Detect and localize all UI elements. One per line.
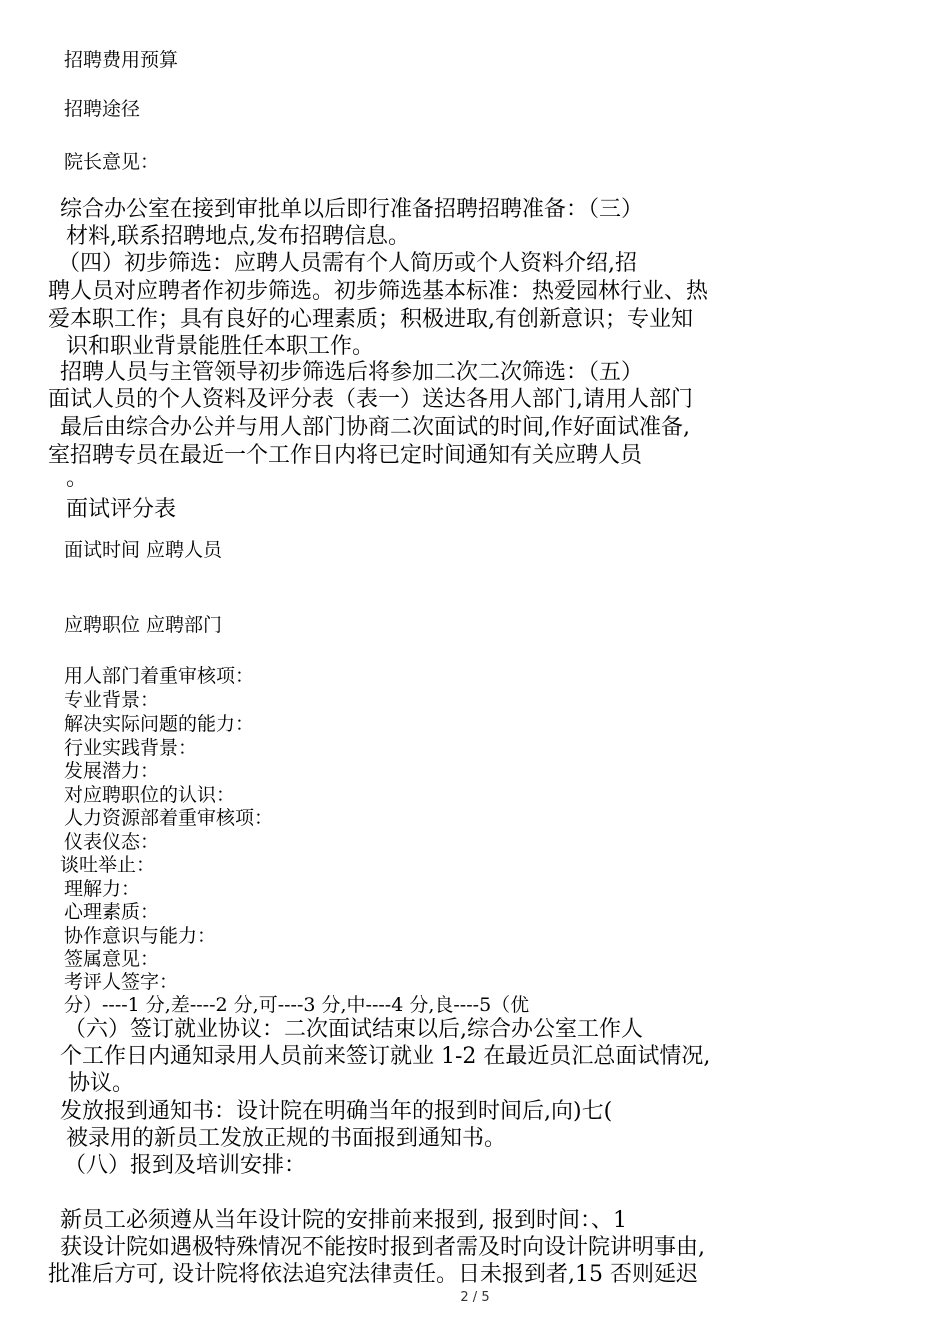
paragraph-line: 爱本职工作；具有良好的心理素质；积极进取,有创新意识；专业知 <box>48 307 693 332</box>
paragraph-line: 材料,联系招聘地点,发布招聘信息。 <box>66 224 410 249</box>
paragraph-line: 。 <box>66 466 89 491</box>
paragraph-line: 发放报到通知书：设计院在明确当年的报到时间后,向)七( <box>60 1099 613 1124</box>
form-item: 协作意识与能力： <box>64 925 217 947</box>
paragraph-line: （四）初步筛选：应聘人员需有个人简历或个人资料介绍,招 <box>58 251 637 276</box>
form-row-time-applicant: 面试时间 应聘人员 <box>64 539 223 561</box>
paragraph-line: 室招聘专员在最近一个工作日内将已定时间通知有关应聘人员 <box>48 443 643 468</box>
paragraph-line: 聘人员对应聘者作初步筛选。初步筛选基本标准：热爱园林行业、热 <box>48 279 709 304</box>
form-item: 谈吐举止： <box>60 854 156 876</box>
form-item: 人力资源部着重审核项： <box>64 807 274 829</box>
paragraph-line: （六）签订就业协议：二次面试结束以后,综合办公室工作人 <box>64 1017 643 1042</box>
form-item: 心理素质： <box>64 901 160 923</box>
form-item: 考评人签字： <box>64 971 179 993</box>
form-item: 理解力： <box>64 878 141 900</box>
form-item: 签属意见： <box>64 948 160 970</box>
paragraph-line: 批准后方可, 设计院将依法追究法律责任。日未报到者,15 否则延迟 <box>48 1262 698 1287</box>
field-recruit-channel: 招聘途径 <box>64 98 141 120</box>
form-item: 发展潜力： <box>64 760 160 782</box>
form-item: 解决实际问题的能力： <box>64 713 255 735</box>
form-item: 行业实践背景： <box>64 737 198 759</box>
form-row-position-dept: 应聘职位 应聘部门 <box>64 614 223 636</box>
paragraph-line: （八）报到及培训安排： <box>64 1153 307 1178</box>
page-number: 2 / 5 <box>460 1290 490 1305</box>
paragraph-line: 新员工必须遵从当年设计院的安排前来报到, 报到时间：、1 <box>60 1208 627 1233</box>
paragraph-line: 面试人员的个人资料及评分表（表一）送达各用人部门,请用人部门 <box>48 387 693 412</box>
field-dean-opinion: 院长意见： <box>64 151 160 173</box>
paragraph-line: 综合办公室在接到审批单以后即行准备招聘招聘准备：（三） <box>60 197 644 222</box>
form-score-scale: 分）----1 分,差----2 分,可----3 分,中----4 分,良----5（优 <box>64 994 530 1016</box>
form-item: 仪表仪态： <box>64 831 160 853</box>
form-item: 用人部门着重审核项： <box>64 665 255 687</box>
paragraph-line: 最后由综合办公并与用人部门协商二次面试的时间,作好面试准备, <box>60 415 690 440</box>
paragraph-line: 招聘人员与主管领导初步筛选后将参加二次二次筛选：（五） <box>60 360 644 385</box>
paragraph-line: 个工作日内通知录用人员前来签订就业 1-2 在最近员汇总面试情况, <box>60 1044 711 1069</box>
paragraph-line: 识和职业背景能胜任本职工作。 <box>66 334 375 359</box>
paragraph-line: 协议。 <box>68 1071 135 1096</box>
paragraph-line: 被录用的新员工发放正规的书面报到通知书。 <box>66 1126 507 1151</box>
field-recruit-budget: 招聘费用预算 <box>64 49 179 71</box>
form-title: 面试评分表 <box>66 497 177 522</box>
form-item: 对应聘职位的认识： <box>64 784 236 806</box>
form-item: 专业背景： <box>64 689 160 711</box>
paragraph-line: 获设计院如遇极特殊情况不能按时报到者需及时向设计院讲明事由, <box>60 1235 705 1260</box>
